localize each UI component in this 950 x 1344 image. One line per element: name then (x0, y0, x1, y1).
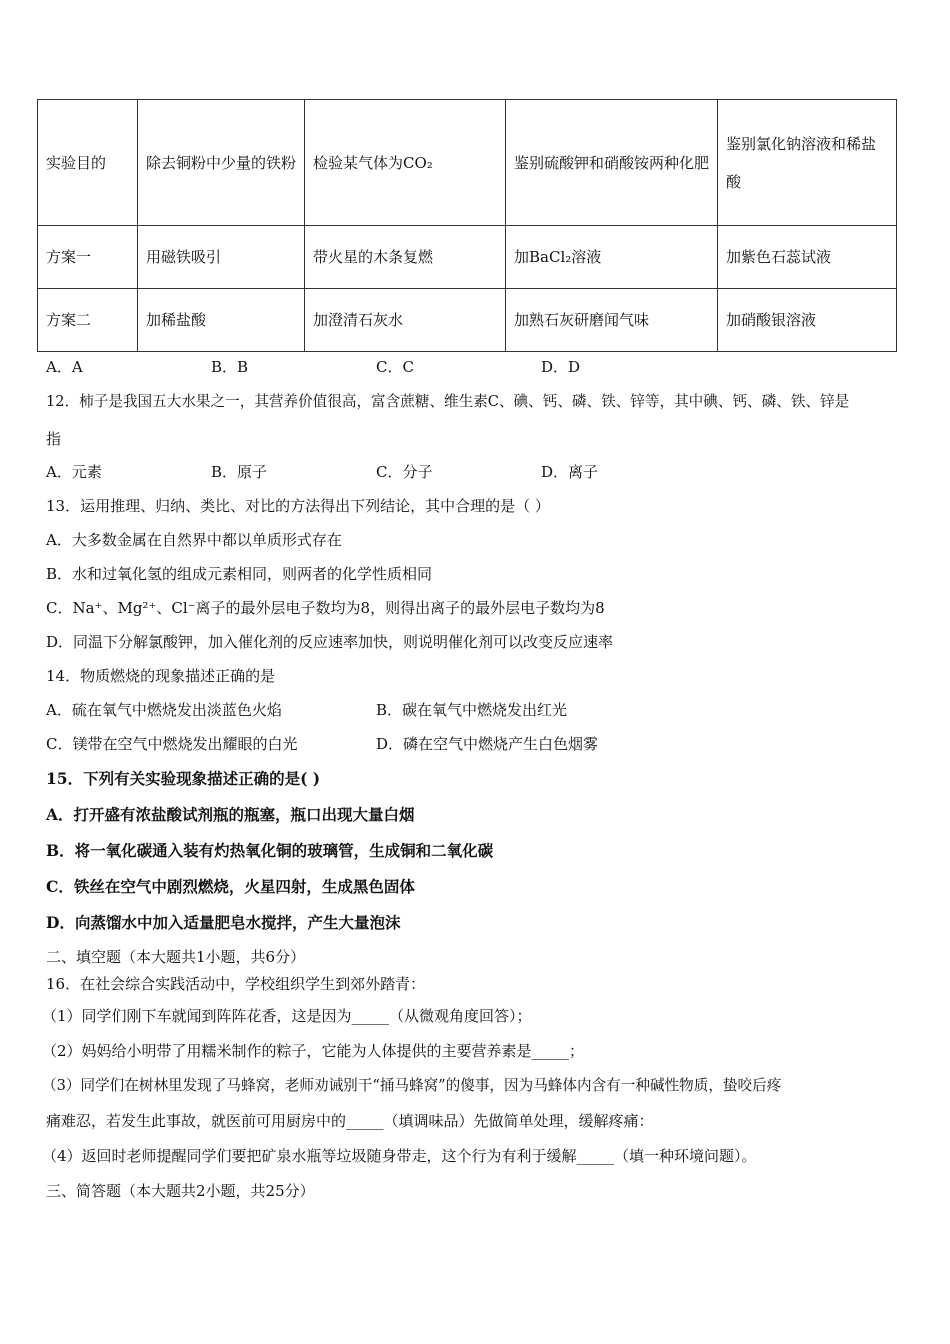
q16-part-3-cont: 痛难忍，若发生此事故，就医前可用厨房中的_____（填调味品）先做简单处理，缓解疼痛： (46, 1112, 654, 1130)
q16-part-3: （3）同学们在树林里发现了马蜂窝，老师劝诫别干“捅马蜂窝”的傻事，因为马蜂体内含有一种碱性物质，蛰咬后疼 (42, 1077, 782, 1094)
q15-option-b: B．将一氧化碳通入装有灼热氧化铜的玻璃管，生成铜和二氧化碳 (46, 841, 494, 860)
q14-stem: 14．物质燃烧的现象描述正确的是 (46, 667, 276, 685)
q11-option-a: A．A (46, 358, 83, 376)
q14-option-d: D．磷在空气中燃烧产生白色烟雾 (376, 735, 599, 753)
q13-option-d: D．同温下分解氯酸钾，加入催化剂的反应速率加快，则说明催化剂可以改变反应速率 (46, 633, 614, 651)
q15-option-d: D．向蒸馏水中加入适量肥皂水搅拌，产生大量泡沫 (46, 913, 401, 932)
table-cell: 检验某气体为CO₂ (305, 100, 506, 226)
q15-stem: 15．下列有关实验现象描述正确的是( ) (46, 769, 321, 788)
table-cell: 鉴别氯化钠溶液和稀盐酸 (718, 100, 897, 226)
table-cell: 用磁铁吸引 (138, 226, 305, 289)
experiment-table (37, 99, 897, 352)
q16-stem: 16．在社会综合实践活动中，学校组织学生到郊外踏青： (46, 975, 426, 993)
table-cell: 加澄清石灰水 (305, 289, 506, 352)
table-cell: 带火星的木条复燃 (305, 226, 506, 289)
table-cell: 加稀盐酸 (138, 289, 305, 352)
q13-stem: 13．运用推理、归纳、类比、对比的方法得出下列结论，其中合理的是（ ） (46, 497, 550, 515)
q13-option-b: B．水和过氧化氢的组成元素相同，则两者的化学性质相同 (46, 565, 433, 583)
table-cell: 加紫色石蕊试液 (718, 226, 897, 289)
q11-option-b: B．B (211, 358, 249, 376)
table-cell: 加BaCl₂溶液 (506, 226, 718, 289)
q12-option-b: B．原子 (211, 463, 268, 481)
table-row-label: 方案一 (38, 226, 138, 289)
q15-option-a: A．打开盛有浓盐酸试剂瓶的瓶塞，瓶口出现大量白烟 (46, 805, 415, 824)
section-heading-fill-in: 二、填空题（本大题共1小题，共6分） (46, 948, 306, 966)
q16-part-1: （1）同学们刚下车就闻到阵阵花香，这是因为_____（从微观角度回答）； (42, 1007, 532, 1025)
q14-option-a: A．硫在氧气中燃烧发出淡蓝色火焰 (46, 701, 282, 719)
q11-option-d: D．D (541, 358, 581, 376)
q16-part-4: （4）返回时老师提醒同学们要把矿泉水瓶等垃圾随身带走，这个行为有利于缓解_____（填一种环境问题）。 (42, 1147, 757, 1165)
q14-option-c: C．镁带在空气中燃烧发出耀眼的白光 (46, 735, 298, 753)
q15-option-c: C．铁丝在空气中剧烈燃烧，火星四射，生成黑色固体 (46, 877, 415, 896)
q12-stem-cont: 指 (46, 430, 62, 448)
table-cell: 加熟石灰研磨闻气味 (506, 289, 718, 352)
section-heading-short-answer: 三、简答题（本大题共2小题，共25分） (46, 1182, 315, 1200)
table-row (38, 100, 897, 226)
q16-part-2: （2）妈妈给小明带了用糯米制作的粽子，它能为人体提供的主要营养素是_____； (42, 1042, 585, 1060)
q13-option-a: A．大多数金属在自然界中都以单质形式存在 (46, 531, 342, 549)
table-cell: 除去铜粉中少量的铁粉 (138, 100, 305, 226)
table-cell: 鉴别硫酸钾和硝酸铵两种化肥 (506, 100, 718, 226)
table-cell: 加硝酸银溶液 (718, 289, 897, 352)
table-row (38, 226, 897, 289)
q12-option-c: C．分子 (376, 463, 433, 481)
table-row (38, 289, 897, 352)
q12-option-a: A．元素 (46, 463, 102, 481)
table-row-label: 实验目的 (38, 100, 138, 226)
q13-option-c: C．Na⁺、Mg²⁺、Cl⁻离子的最外层电子数均为8，则得出离子的最外层电子数均为8 (46, 599, 605, 617)
q12-stem: 12．柿子是我国五大水果之一，其营养价值很高，富含蔗糖、维生素C、碘、钙、磷、铁、锌等，其中碘、钙、磷、铁、锌是 (46, 393, 850, 410)
table-row-label: 方案二 (38, 289, 138, 352)
q12-option-d: D．离子 (541, 463, 599, 481)
q11-option-c: C．C (376, 358, 414, 376)
q14-option-b: B．碳在氧气中燃烧发出红光 (376, 701, 568, 719)
